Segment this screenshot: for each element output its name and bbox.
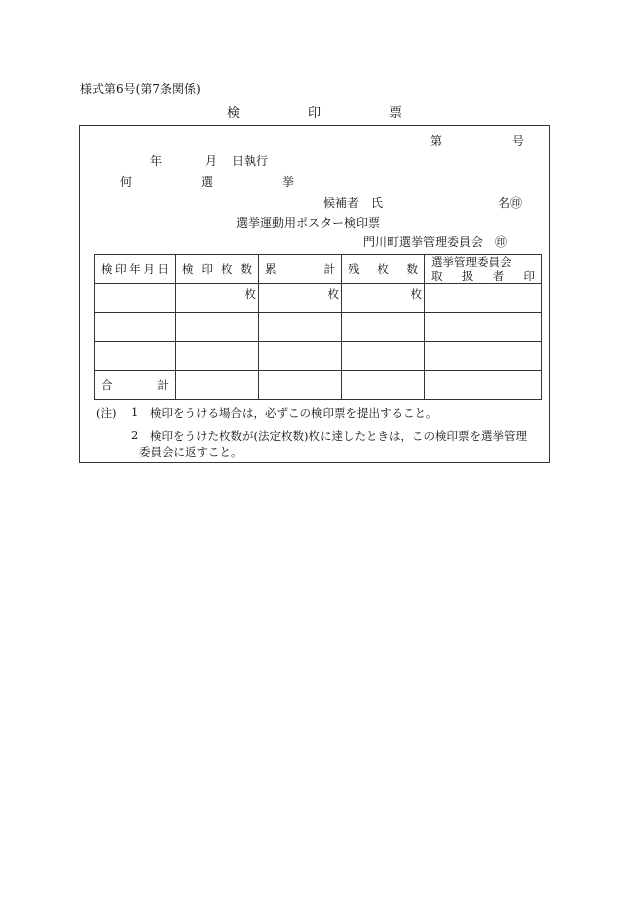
note-1-number: 1: [131, 405, 139, 419]
table-row: [95, 342, 542, 371]
title-char-3: 票: [389, 106, 403, 121]
number-go: 号: [512, 134, 525, 148]
election-char-3: 挙: [282, 175, 295, 189]
note-2-number: 2: [131, 428, 139, 442]
note-2-text: 検印をうけた枚数が(法定枚数)枚に達したときは，この検印票を選挙管理: [150, 429, 527, 443]
total-label: 合 計: [95, 371, 176, 400]
candidate-mei-seal: 名㊞: [498, 196, 523, 210]
header-handler-line1: 選挙管理委員会: [431, 255, 512, 269]
unit-label: 枚: [410, 287, 422, 301]
table-row: [95, 284, 542, 313]
note-1-text: 検印をうける場合は，必ずこの検印票を提出すること。: [150, 406, 438, 420]
number-dai: 第: [430, 134, 443, 148]
notes-label: (注): [96, 406, 117, 420]
table-row: [95, 313, 542, 342]
election-char-1: 何: [120, 175, 133, 189]
header-cumulative: 累 計: [259, 255, 342, 284]
election-char-2: 選: [201, 175, 214, 189]
note-2-text-continued: 委員会に返すこと。: [139, 445, 243, 459]
issuer: 門川町選挙管理委員会 ㊞: [363, 235, 508, 249]
header-remaining: 残 枚 数: [342, 255, 425, 284]
header-count: 検 印 枚 数: [176, 255, 259, 284]
date-month: 月: [205, 154, 218, 168]
date-day-execution: 日執行: [232, 154, 269, 168]
header-date: 検 印 年 月 日: [95, 255, 176, 284]
unit-label: 枚: [327, 287, 339, 301]
table-total-row: [95, 371, 542, 400]
title-char-1: 検: [227, 106, 241, 121]
date-year: 年: [150, 154, 163, 168]
title-char-2: 印: [308, 106, 322, 121]
table-header-row: [95, 255, 542, 284]
form-number: 様式第6号(第7条関係): [80, 82, 201, 96]
seal-record-table: [94, 254, 542, 400]
subtitle: 選挙運動用ポスター検印票: [236, 216, 381, 230]
unit-label: 枚: [244, 287, 256, 301]
candidate-label: 候補者 氏: [323, 196, 384, 210]
header-handler: 選挙管理委員会 取 扱 者 印: [425, 255, 542, 284]
